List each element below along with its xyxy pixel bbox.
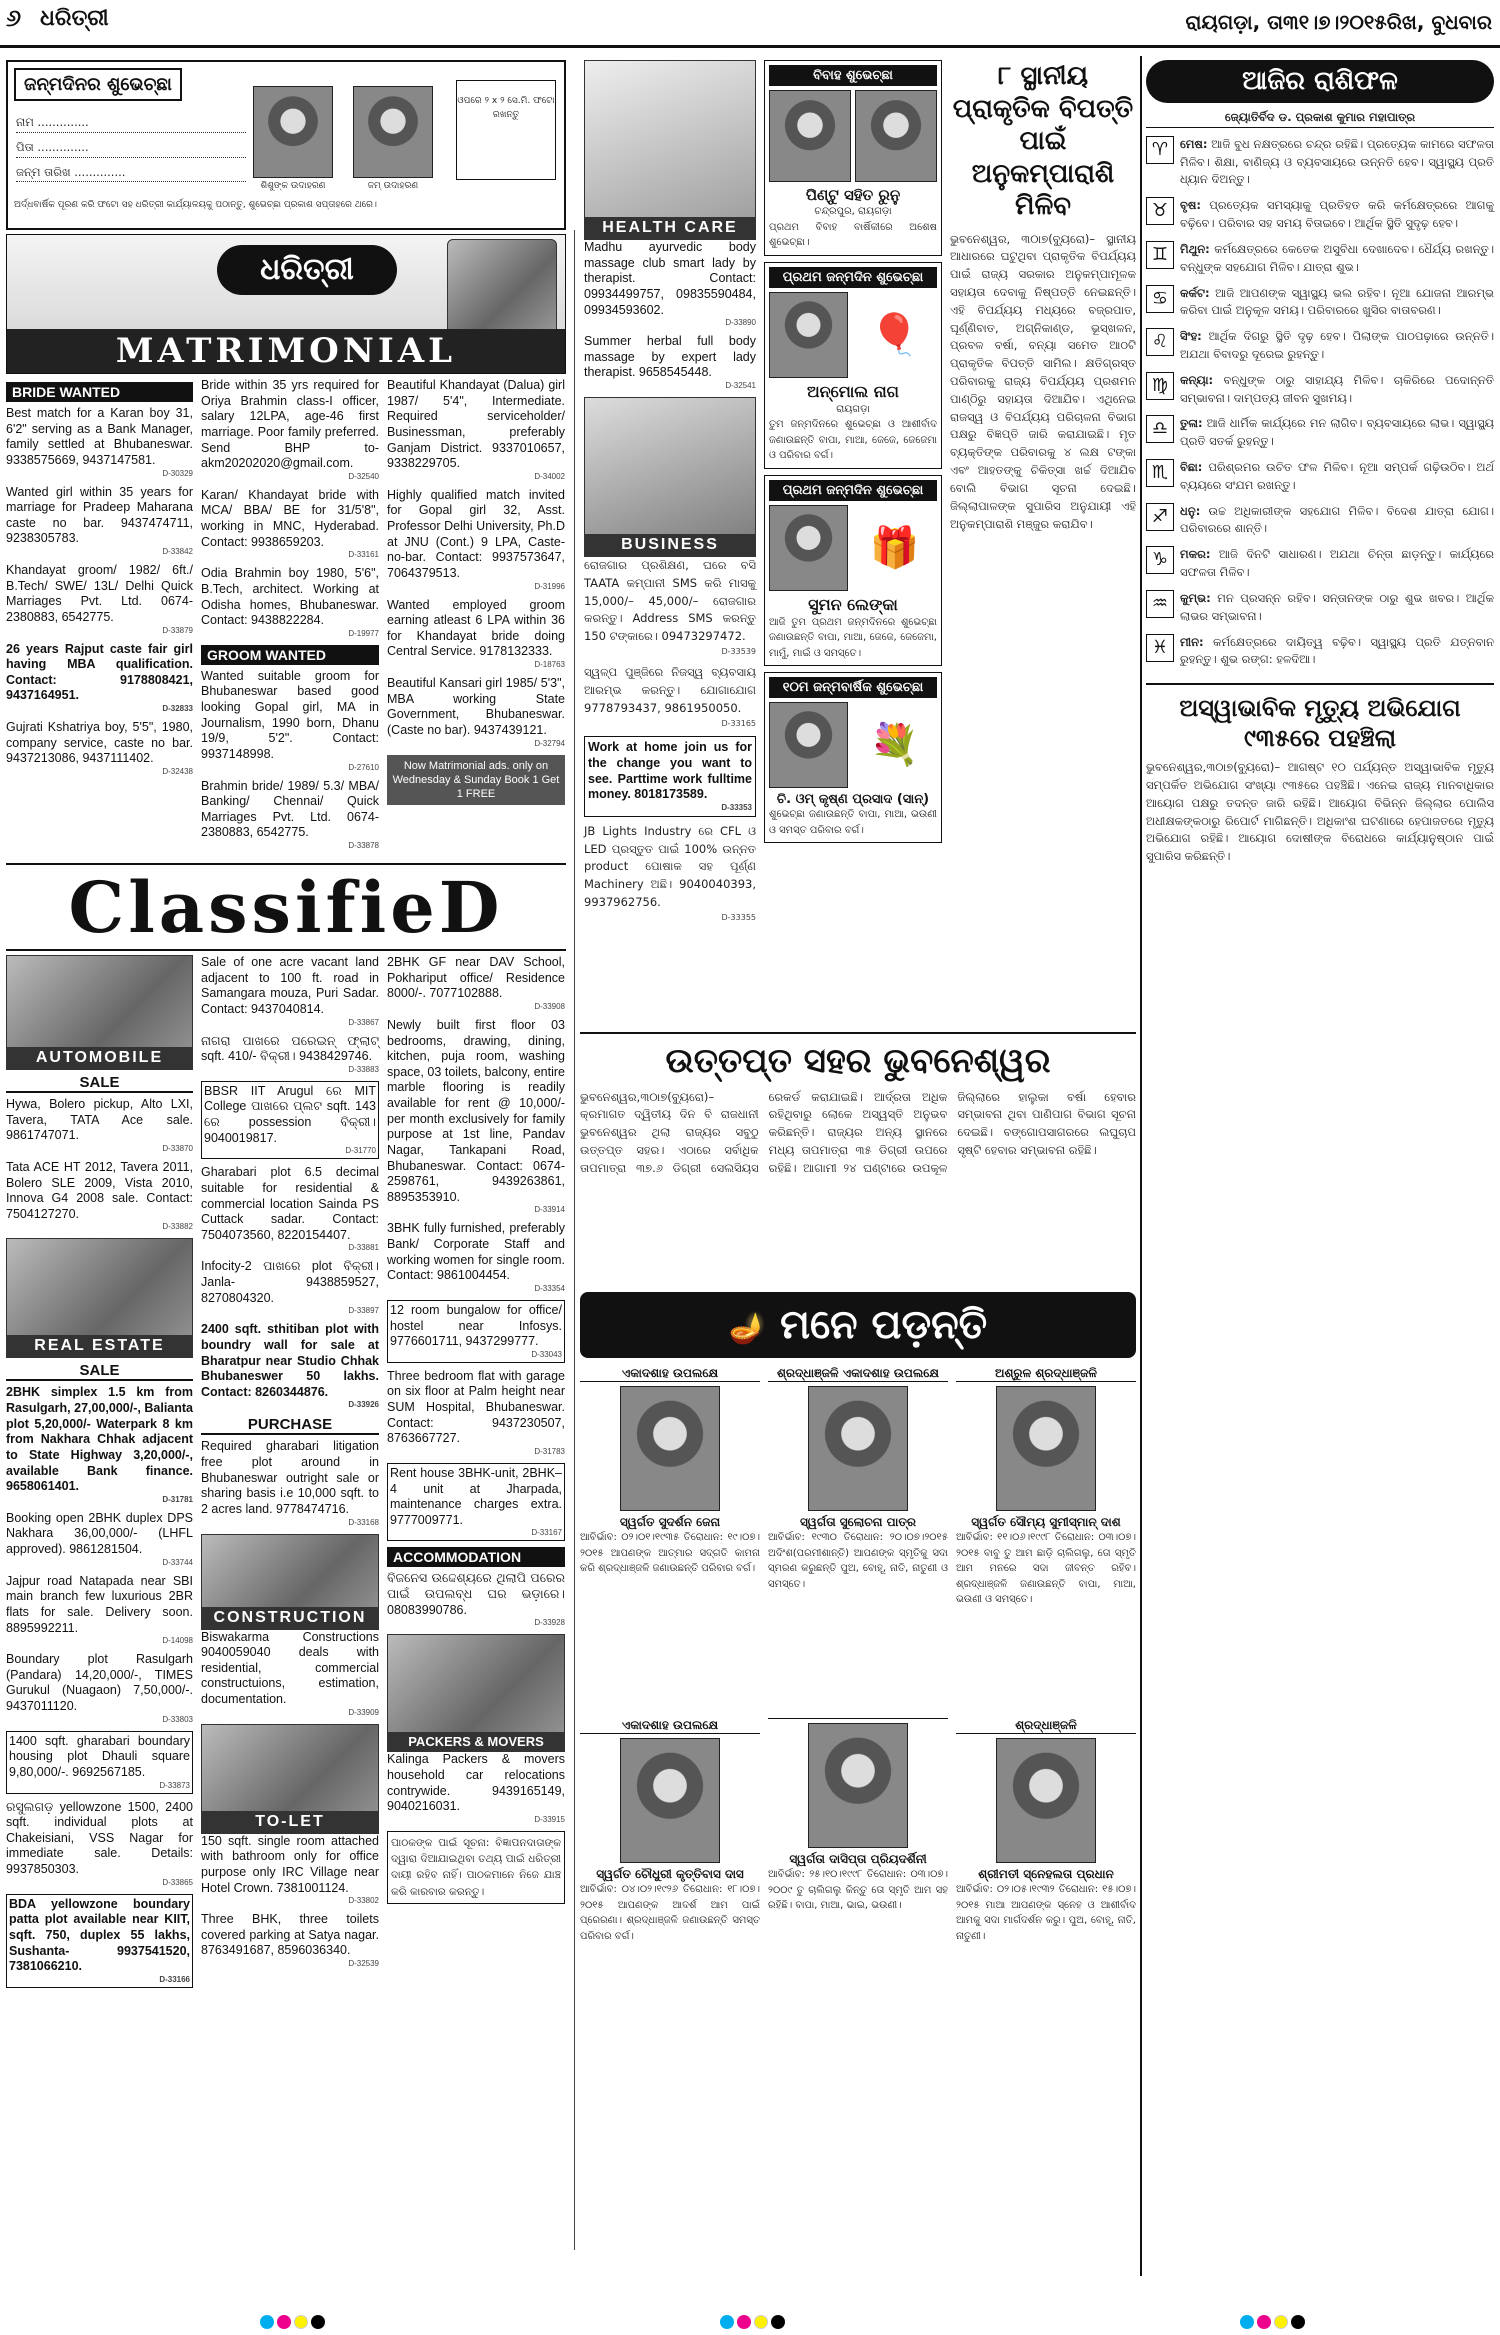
ad-c2-7: Required gharabari litigation free plot around in Bhubaneswar outright sale or sharing basis i.e 10,000 sqft. to 2 acres land. 9778474716. D-33168 <box>201 1439 379 1527</box>
birthday-3-title: ୧୦ମ ଜନ୍ମବାର୍ଷିକ ଶୁଭେଚ୍ଛା <box>769 677 937 698</box>
photo-slot: ଓପରେ ୨ x ୨ ସେ.ମି. ଫଟୋ ରଖନ୍ତୁ <box>456 80 556 180</box>
sale-heading-2: SALE <box>6 1362 193 1381</box>
construction-image <box>201 1534 379 1630</box>
ad-auto-2: Tata ACE HT 2012, Tavera 2011, Bolero SLE 2009, Vista 2010, Innova G4 2008 sale. Contact: 7504127270. D-33882 <box>6 1159 193 1232</box>
ad-c2-6: 2400 sqft. sthitiban plot with boundry wall for sale at Bharatpur near Studio Chhak Bhubaneswer 50 lakhs. Contact: 8260344876. D-33926 <box>201 1322 379 1410</box>
obit-4-photo <box>620 1738 720 1863</box>
sign-scorpio: ♏ ବିଛା: ପରିଶ୍ରମର ଉଚିତ ଫଳ ମିଳିବ। ନୂଆ ସମ୍ପର୍କ ଗଢ଼ିଉଠିବ। ଅର୍ଥ ବ୍ୟୟରେ ସଂଯମ ରଖନ୍ତୁ। <box>1146 459 1494 495</box>
birthday-3-photo-row <box>769 702 937 788</box>
birthday-2-msg: ଆଜି ତୁମ ପ୍ରଥମ ଜନ୍ମଦିନରେ ଶୁଭେଚ୍ଛା ଜଣାଉଛନ୍ତି ବାପା, ମାଆ, ଜେଜେ, ଜେଜେମା, ମାମୁଁ, ମାଇଁ ଓ ସମସ୍ତେ। <box>769 616 937 659</box>
col-1 <box>6 60 566 1994</box>
capricorn-icon: ♑ <box>1146 546 1174 574</box>
news-1-body: ଭୁବନେଶ୍ୱର, ୩୦ା୭(ବ୍ୟୁରୋ)– ସ୍ଥାନୀୟ ଆଧାରରେ ଘଟୁଥିବା ପ୍ରାକୃତିକ ବିପର୍ଯ୍ୟୟ ପାଇଁ ରାଜ୍ୟ ସରକାର ଅନୁକମ୍ପାମୂଳକ ସହାୟତା ଦେବାକୁ ନିଷ୍ପତ୍ତି ନେଇଛନ୍ତି। ଏହି ବିପର୍ଯ୍ୟୟ ମଧ୍ୟରେ ବଜ୍ରପାତ, ଘୂର୍ଣ୍ଣିବାତ, ଅଗ୍ନିକାଣ୍ଡ, ଭୂସ୍ଖଳନ, ପ୍ରବଳ ବର୍ଷା, ବନ୍ୟା ସମେତ ଆଠଟି ପ୍ରାକୃତିକ ବିପତ୍ତି ସାମିଲ। କ୍ଷତିଗ୍ରସ୍ତ ପରିବାରକୁ ରାଜ୍ୟ ବିପର୍ଯ୍ୟୟ ପ୍ରଶମନ ପାଣ୍ଠିରୁ ସହାୟତା ଦିଆଯିବ। ଏଥିନେଇ ରାଜସ୍ୱ ଓ ବିପର୍ଯ୍ୟୟ ପରିଚାଳନା ବିଭାଗ ପକ୍ଷରୁ ବିଜ୍ଞପ୍ତି ଜାରି କରାଯାଇଛି। ମୃତ ବ୍ୟକ୍ତିଙ୍କ ପରିବାରକୁ ୪ ଲକ୍ଷ ଟଙ୍କା ଏବଂ ଆହତଙ୍କୁ ଚିକିତ୍ସା ଖର୍ଚ୍ଚ ଦିଆଯିବ ବୋଲି ବିଭାଗ ସୂଚନା ଦେଇଛି। ଜିଲ୍ଲାପାଳଙ୍କ ସୁପାରିସ ଅନୁଯାୟୀ ଏହି ଅନୁକମ୍ପାରାଶି ମଞ୍ଜୁର କରାଯିବ। <box>950 231 1136 531</box>
sign-sagittarius: ♐ ଧନୁ: ଉଚ୍ଚ ଅଧିକାରୀଙ୍କ ସହଯୋଗ ମିଳିବ। ବିଦେଶ ଯାତ୍ରା ଯୋଗ। ପରିବାରରେ ଶାନ୍ତି। <box>1146 503 1494 539</box>
ad-health-1: Madhu ayurvedic body massage club smart lady by therapist. Contact: 09934499757, 09835590484, 09934593602. D-33890 <box>584 240 756 328</box>
sagittarius-icon: ♐ <box>1146 503 1174 531</box>
birthday-1-name: ଅନ୍‌ମୋଲ ନାଗ <box>807 381 899 401</box>
automobile-image <box>6 955 193 1070</box>
birthday-fields <box>16 114 246 182</box>
birthday-form <box>6 60 566 230</box>
obit-4-name: ସ୍ୱର୍ଗତ ଚୌଧୁରୀ କୃତ୍ତିବାସ ଦାସ <box>596 1867 744 1881</box>
automobile-label: AUTOMOBILE <box>7 1047 192 1069</box>
birthday-1-place: ରାୟଗଡ଼ା <box>836 403 870 415</box>
ad-re-2: Booking open 2BHK duplex DPS Nakhara 36,00,000/- (LHFL approved). 9861281504. D-33744 <box>6 1510 193 1567</box>
ad-health-2: Summer herbal full body massage by expert lady therapist. 9658545448. D-32541 <box>584 334 756 390</box>
ad-m2-1: Bride within 35 yrs required for Oriya Brahmin class-I officer, salary 12LPA, age-46 first marriage. Poor family preferred. Send BHP to- akm20202020@gmail.com. D-32540 <box>201 378 379 481</box>
sample-photo-1 <box>253 86 333 178</box>
flowers-icon: 💐 <box>869 722 920 768</box>
obit-6-text: ଆବିର୍ଭାବ: ୦୨।୦୫।୧୯୩୨ ତିରୋଧାନ: ୧୫।୦୭।୨୦୧୫ ମାଆ ଆପଣଙ୍କ ସ୍ନେହ ଓ ଆଶୀର୍ବାଦ ଆମକୁ ସଦା ମାର୍ଗଦର୍ଶନ କରୁ। ପୁଅ, ବୋହୂ, ନାତି, ନାତୁଣୀ। <box>956 1884 1136 1942</box>
col-health-business <box>584 60 756 930</box>
ad-m1-4: 26 years Rajput caste fair girl having MBA qualification. Contact: 9178808421, 9437164951. D-32833 <box>6 641 193 713</box>
magenta-dot <box>1257 2315 1271 2329</box>
ad-c3-8: Kalinga Packers & movers household car relocations contrywide. 9439165149, 9040216031. D-33915 <box>387 1752 565 1824</box>
ad-m2-2: Karan/ Khandayat bride with MCA/ BBA/ BE for 31/5'8", working in MNC, Hyderabad. Contact: 9938659203. D-33161 <box>201 487 379 560</box>
groom-photo <box>769 90 851 182</box>
yellow-dot <box>294 2315 308 2329</box>
obit-4-text: ଆବିର୍ଭାବ: ୦୪।୦୨।୧୯୨୬ ତିରୋଧାନ: ୧୮।୦୭।୨୦୧୫ ଆପଣଙ୍କ ଆଦର୍ଶ ଆମ ପାଇଁ ପ୍ରେରଣା। ଶ୍ରଦ୍ଧାଞ୍ଜଳି ଜଣାଉଛନ୍ତି ସମସ୍ତ ପରିବାର ବର୍ଗ। <box>580 1884 760 1942</box>
matrimonial-col-2 <box>201 378 379 857</box>
sample-photo-1-label: ଶିଶୁଙ୍କ ଉଦାହରଣ <box>260 181 326 191</box>
matrimonial-title: MATRIMONIAL <box>7 329 565 373</box>
birthday-3-name: ଚି. ଓମ୍ କୃଷ୍ଣ ପ୍ରସାଦ (ସାନ୍) <box>776 792 930 807</box>
matrimonial-banner <box>6 234 566 374</box>
ad-m1-2: Wanted girl within 35 years for marriage for Pradeep Maharana caste no bar. 9437474711, 9238305783. D-33842 <box>6 484 193 556</box>
black-dot <box>1291 2315 1305 2329</box>
ad-re-5: 1400 sqft. gharabari boundary housing plot Dhauli square 9,80,000/-. 9692567185. D-33873 <box>6 1731 193 1794</box>
ad-c3-3: 3BHK fully furnished, preferably Bank/ Corporate Staff and working women for single room. Contact: 9861004454. D-33354 <box>387 1221 565 1293</box>
ad-c3-4: 12 room bungalow for office/ hostel near Infosys. 9776601711, 9437299777. D-33043 <box>387 1300 565 1363</box>
sign-cancer: ♋ କର୍କଟ: ଆଜି ଆପଣଙ୍କ ସ୍ୱାସ୍ଥ୍ୟ ଭଲ ରହିବ। ନୂଆ ଯୋଜନା ଆରମ୍ଭ କରିବା ପାଇଁ ଅନୁକୂଳ ସମୟ। ପରିବାରରେ ଖୁସିର ବାତାବରଣ। <box>1146 285 1494 321</box>
marriage-msg: ପ୍ରଥମ ବିବାହ ବାର୍ଷିକୀରେ ଅଶେଷ ଶୁଭେଚ୍ଛା। <box>769 221 937 248</box>
to-let-image <box>201 1724 379 1834</box>
marriage-photos <box>769 90 937 182</box>
ad-m3-4: Beautiful Kansari girl 1985/ 5'3", MBA working State Government, Bhubaneswar. (Caste no bar). 9437439121. D-32794 <box>387 676 565 748</box>
black-dot <box>771 2315 785 2329</box>
news-2-headline: ଉତ୍ତପ୍ତ ସହର ଭୁବନେଶ୍ୱର <box>580 1032 1136 1083</box>
obit-5-name: ସ୍ୱର୍ଗତା ଦାସିପ୍ତା ପ୍ରିୟଦର୍ଶିନୀ <box>789 1852 927 1866</box>
obit-5-photo <box>808 1723 908 1848</box>
cyan-dot <box>260 2315 274 2329</box>
birthday-1-msg: ତୁମ ଜନ୍ମଦିନରେ ଶୁଭେଚ୍ଛା ଓ ଆଶୀର୍ବାଦ ଜଣାଉଛନ୍ତି ବାପା, ମାଆ, ଜେଜେ, ଜେଜେମା ଓ ପରିବାର ବର୍ଗ। <box>769 419 937 461</box>
column-rule <box>1140 56 1142 2276</box>
ad-m1-3: Khandayat groom/ 1982/ 6ft./ B.Tech/ SWE/ 13L/ Delhi Quick Marriages Pvt. Ltd. 0674-2380883, 6542775. D-33879 <box>6 563 193 635</box>
ad-re-4: Boundary plot Rasulgarh (Pandara) 14,20,000/-, TIMES Gurukul (Nuagaon) 7,50,000/-. 9437011120. D-33803 <box>6 1652 193 1724</box>
sign-aries: ♈ ମେଷ: ଆଜି ବୁଧ ନକ୍ଷତ୍ରରେ ଚନ୍ଦ୍ର ରହିଛି। ପ୍ରତ୍ୟେକ କାମରେ ସଫଳତା ମିଳିବ। ଶିକ୍ଷା, ବାଣିଜ୍ୟ ଓ ବ୍ୟବସାୟରେ ଉନ୍ନତି ହେବ। ସ୍ୱାସ୍ଥ୍ୟ ପ୍ରତି ଧ୍ୟାନ ଦିଅନ୍ତୁ। <box>1146 136 1494 189</box>
marriage-place: ଚନ୍ଦ୍ରପୁର, ରାୟଗଡ଼ା <box>814 206 892 217</box>
business-image <box>584 397 756 557</box>
pisces-icon: ♓ <box>1146 634 1174 662</box>
obit-card-1 <box>580 1366 760 1710</box>
bride-photo-2 <box>855 90 937 182</box>
ad-biz-3: Work at home join us for the change you want to see. Parttime work fulltime money. 8018173589. D-33353 <box>584 736 756 817</box>
obit-3-text: ଆବିର୍ଭାବ: ୧୧।୦୬।୧୯୯୮ ତିରୋଧାନ: ୦୩।୦୭।୨୦୧୫ ବାବୁ ତୁ ଆମ ଛାଡ଼ି ଚାଲିଗଲୁ, ତୋ ସ୍ମୃତି ଆମ ମନରେ ସଦା ଜୀବନ୍ତ ରହିବ। ଶ୍ରଦ୍ଧାଞ୍ଜଳି ଜଣାଉଛନ୍ତି ବାପା, ମାଆ, ଭଉଣୀ ଓ ସମସ୍ତେ। <box>956 1532 1136 1605</box>
field-name: ନାମ .............. <box>16 114 246 133</box>
obit-1-heading: ଏକାଦଶାହ ଉପଲକ୍ଷେ <box>580 1366 760 1382</box>
birthday-form-note: ଅର୍ଦ୍ଧବାର୍ଷିକ ପୂରଣ କରି ଫଟୋ ସହ ଧରିତ୍ରୀ କାର୍ଯ୍ୟାଳୟକୁ ପଠାନ୍ତୁ, ଶୁଭେଚ୍ଛା ପ୍ରକାଶ ସପ୍ତାହରେ ଥରେ। <box>14 200 377 210</box>
accommodation-heading: ACCOMMODATION <box>387 1547 565 1567</box>
sale-heading: SALE <box>6 1074 193 1093</box>
business-label: BUSINESS <box>585 534 755 556</box>
bride-photo <box>447 239 557 335</box>
ad-c3-5: Three bedroom flat with garage on six floor at Palm height near SUM Hospital, Bhubaneswar. Contact: 9437230507, 8763667727. D-31783 <box>387 1368 565 1456</box>
classified-ads <box>6 955 566 1994</box>
obit-3-name: ସ୍ୱର୍ଗତ ସୌମ୍ୟ ସୁମୀସ୍ମାନ୍ ଦାଶ <box>971 1515 1121 1529</box>
ad-c3-1: 2BHK GF near DAV School, Pokhariput office/ Residence 8000/-. 7077102888. D-33908 <box>387 955 565 1011</box>
obituary-grid <box>580 1366 1136 2062</box>
ad-biz-1: ରୋଜଗାର ପ୍ରଶିକ୍ଷଣ, ଘରେ ବସି TAATA କମ୍ପାନୀ SMS କରି ମାସକୁ 15,000/– 45,000/– ରୋଜଗାର କରନ୍ତୁ। Address SMS କରନ୍ତୁ 150 ଟଙ୍କାରେ। 09473297472. D-33539 <box>584 558 756 657</box>
news-1-headline: ୮ ସ୍ଥାନୀୟ ପ୍ରାକୃତିକ ବିପତ୍ତି ପାଇଁ ଅନୁକମ୍ପାରାଶି ମିଳିବ <box>952 61 1134 221</box>
matrimonial-col-1 <box>6 378 193 857</box>
sign-virgo: ♍ କନ୍ୟା: ବନ୍ଧୁଙ୍କ ଠାରୁ ସାହାଯ୍ୟ ମିଳିବ। ଚାକିରିରେ ପଦୋନ୍ନତି ସମ୍ଭାବନା। ଦାମ୍ପତ୍ୟ ଜୀବନ ସୁଖମୟ। <box>1146 372 1494 408</box>
yellow-dot <box>754 2315 768 2329</box>
sign-taurus: ♉ ବୃଷ: ପ୍ରତ୍ୟେକ ସମସ୍ୟାକୁ ପ୍ରତିହତ କରି କର୍ମକ୍ଷେତ୍ରରେ ଆଗକୁ ବଢ଼ିବେ। ପରିବାର ସହ ସମୟ ବିତାଇବେ। ଆର୍ଥିକ ସ୍ଥିତି ସୁଦୃଢ଼ ହେବ। <box>1146 197 1494 233</box>
cancer-icon: ♋ <box>1146 285 1174 313</box>
col-news <box>950 60 1136 971</box>
obit-3-heading: ଅଶ୍ରୁଳ ଶ୍ରଦ୍ଧାଞ୍ଜଳି <box>956 1366 1136 1382</box>
classified-col-1 <box>6 955 193 1994</box>
obit-3-photo <box>996 1386 1096 1511</box>
gift-icon: 🎁 <box>869 524 920 571</box>
obit-card-3 <box>956 1366 1136 1710</box>
birthday-form-title: ଜନ୍ମଦିନର ଶୁଭେଚ୍ଛା <box>14 68 182 101</box>
obit-4-heading: ଏକାଦଶାହ ଉପଲକ୍ଷେ <box>580 1718 760 1734</box>
birthday-1-photo-row <box>769 292 937 378</box>
registration-marks-right <box>1240 2315 1305 2329</box>
ad-re-3: Jajpur road Natapada near SBI main branch few luxurious 2BR flats for sale. Delivery soon. 8895992211. D-14098 <box>6 1573 193 1646</box>
packers-label: PACKERS & MOVERS <box>388 1732 564 1751</box>
sign-capricorn: ♑ ମକର: ଆଜି ଦିନଟି ସାଧାରଣ। ଅଯଥା ଚିନ୍ତା ଛାଡ଼ନ୍ତୁ। କାର୍ଯ୍ୟରେ ସଫଳତା ମିଳିବ। <box>1146 546 1494 582</box>
masthead: ଧରିତ୍ରୀ <box>40 6 109 31</box>
obit-2-photo <box>808 1386 908 1511</box>
real-estate-label: REAL ESTATE <box>7 1335 192 1357</box>
news-2-body: ଭୁବନେଶ୍ୱର,୩୦ା୭(ବ୍ୟୁରୋ)– କ୍ରମାଗତ ଦ୍ୱିତୀୟ ଦିନ ବି ରାଜଧାନୀ ଭୁବନେଶ୍ୱର ଥିଲା ରାଜ୍ୟର ସବୁଠୁ ଉତ୍ତପ୍ତ ସହର। ଏଠାରେ ସର୍ବାଧିକ ତାପମାତ୍ରା ୩୭.୬ ଡିଗ୍ରୀ ସେଲସିୟସ ରେକର୍ଡ କରାଯାଇଛି। ଆର୍ଦ୍ରତା ଅଧିକ ରହିଥିବାରୁ ଲୋକେ ଅସ୍ୱସ୍ତି ଅନୁଭବ କରିଛନ୍ତି। ରାଜ୍ୟର ଅନ୍ୟ ସ୍ଥାନରେ ମଧ୍ୟ ତାପମାତ୍ରା ୩୫ ଡିଗ୍ରୀ ଉପରେ ରହିଛି। ଆଗାମୀ ୨୪ ଘଣ୍ଟାରେ ଉପକୂଳ ଜିଲ୍ଲାରେ ହାଲୁକା ବର୍ଷା ହେବାର ସମ୍ଭାବନା ଥିବା ପାଣିପାଗ ବିଭାଗ ସୂଚନା ଦେଇଛି। ବଙ୍ଗୋପସାଗରରେ ଲଘୁଚାପ ସୃଷ୍ଟି ହେବାର ସମ୍ଭାବନା ରହିଛି। <box>580 1089 1136 1175</box>
horoscope-byline: ଜ୍ୟୋତିର୍ବିଦ ଡ. ପ୍ରକାଶ କୁମାର ମହାପାତ୍ର <box>1146 109 1494 128</box>
ad-m2-5: Brahmin bride/ 1989/ 5.3/ MBA/ Banking/ Chennai/ Quick Marriages Pvt. Ltd. 0674-2380883, 6542775. D-33878 <box>201 778 379 850</box>
black-dot <box>311 2315 325 2329</box>
ad-re-6: ରସୁଲଗଡ଼ yellowzone 1500, 2400 sqft. individual plots at Chakeisiani, VSS Nagar for immediate sale. Details: 9937850303. D-33865 <box>6 1799 193 1887</box>
taurus-icon: ♉ <box>1146 197 1174 225</box>
magenta-dot <box>277 2315 291 2329</box>
matrimonial-col-3 <box>387 378 565 857</box>
birthday-wish-3 <box>764 672 942 843</box>
sign-aquarius: ♒ କୁମ୍ଭ: ମନ ପ୍ରସନ୍ନ ରହିବ। ସନ୍ତାନଙ୍କ ଠାରୁ ଶୁଭ ଖବର। ଆର୍ଥିକ ଲାଭର ସମ୍ଭାବନା। <box>1146 590 1494 626</box>
birthday-2-photo <box>769 505 848 591</box>
obit-5-heading <box>768 1718 948 1719</box>
obit-1-name: ସ୍ୱର୍ଗତ ସୁଦର୍ଶନ ଜେନା <box>619 1515 721 1529</box>
cyan-dot <box>720 2315 734 2329</box>
magenta-dot <box>737 2315 751 2329</box>
field-father: ପିତା .............. <box>16 139 246 158</box>
ad-m2-4: Wanted suitable groom for Bhubaneswar based good looking Gopal girl, MA in Journalism, 1990 born, Dhanu 19/9, 5'2". Contact: 9937148998. D-27610 <box>201 668 379 772</box>
packers-image <box>387 1634 565 1752</box>
purchase-heading: PURCHASE <box>201 1416 379 1435</box>
matrimonial-offer: Now Matrimonial ads. only on Wednesday & Sunday Book 1 Get 1 FREE <box>387 755 565 806</box>
ad-c3-6: Rent house 3BHK-unit, 2BHK– 4 unit at Jharpada, maintenance charges extra. 9777009771. D-33167 <box>387 1463 565 1542</box>
ad-biz-4: JB Lights Industry ରେ CFL ଓ LED ପ୍ରସ୍ତୁତ ପାଇଁ 100% ଉନ୍ନତ product ପୋଷାକ ସହ ପୂର୍ଣ୍ଣ Machinery ଅଛି। 9040040393, 9937962756. D-33355 <box>584 823 756 922</box>
birthday-3-msg: ଶୁଭେଚ୍ଛା ଜଣାଉଛନ୍ତି ବାପା, ମାଆ, ଭଉଣୀ ଓ ସମସ୍ତ ପରିବାର ବର୍ଗ। <box>769 809 937 836</box>
column-rule <box>574 230 575 2250</box>
lamp-icon: 🪔 <box>728 1311 767 1346</box>
field-dob: ଜନ୍ମ ତାରିଖ .............. <box>16 164 246 183</box>
obit-2-text: ଆବିର୍ଭାବ: ୧୯୩୦ ତିରୋଧାନ: ୨୦।୦୭।୨୦୧୫ ଅଦିଂଶ(ପରମୀଶାନ୍ତି) ଆପଣଙ୍କ ସ୍ମୃତିକୁ ସଦା ସ୍ମରଣ କରୁଛନ୍ତି ପୁଅ, ବୋହୂ, ନାତି, ନାତୁଣୀ ଓ ସମସ୍ତେ। <box>768 1532 948 1590</box>
obit-1-text: ଆବିର୍ଭାବ: ୦୨।୦୧।୧୯୩୫ ତିରୋଧାନ: ୧୯।୦୭।୨୦୧୫ ଆପଣଙ୍କ ଆତ୍ମାର ସଦ୍‌ଗତି କାମନା କରି ଶ୍ରଦ୍ଧାଞ୍ଜଳି ଜଣାଉଛନ୍ତି ପରିବାର ବର୍ଗ। <box>580 1532 760 1574</box>
obit-card-2 <box>768 1366 948 1710</box>
cyan-dot <box>1240 2315 1254 2329</box>
groom-wanted-heading: GROOM WANTED <box>201 645 379 665</box>
ad-c2-3: BBSR IIT Arugul ରେ MIT College ପାଖରେ ପ୍ଲଟ sqft. 143 ରେ possession ବିକ୍ରୀ। 9040019817. D-31770 <box>201 1081 379 1160</box>
registration-marks-left <box>260 2315 325 2329</box>
scorpio-icon: ♏ <box>1146 459 1174 487</box>
news-3 <box>1146 683 1494 866</box>
construction-label: CONSTRUCTION <box>202 1607 378 1629</box>
libra-icon: ♎ <box>1146 415 1174 443</box>
obit-6-heading: ଶ୍ରଦ୍ଧାଞ୍ଜଳି <box>956 1718 1136 1734</box>
sample-photo-2 <box>353 86 433 178</box>
obituary-title: 🪔 ମନେ ପଡ଼ନ୍ତି <box>580 1292 1136 1358</box>
news-3-body: ଭୁବନେଶ୍ୱର,୩୦ା୭(ବ୍ୟୁରୋ)– ଆଗଷ୍ଟ ୧୦ ପର୍ଯ୍ୟନ୍ତ ଅସ୍ୱାଭାବିକ ମୃତ୍ୟୁ ସମ୍ପର୍କିତ ଅଭିଯୋଗ ସଂଖ୍ୟା ୯୩୫ରେ ପହଞ୍ଚିଛି। ଏନେଇ ରାଜ୍ୟ ମାନବାଧିକାର ଆୟୋଗ ପକ୍ଷରୁ ତଦନ୍ତ ଜାରି ରହିଛି। ଆୟୋଗ ବିଭିନ୍ନ ଜିଲ୍ଲାର ପୋଲିସ ଅଧୀକ୍ଷକଙ୍କଠାରୁ ରିପୋର୍ଟ ମାଗିଛନ୍ତି। ଅଧିକାଂଶ ଘଟଣାରେ ହେପାଜତରେ ମୃତ୍ୟୁ ଅଭିଯୋଗ ରହିଛି। ଆୟୋଗ ଦୋଷୀଙ୍କ ବିରୋଧରେ କାର୍ଯ୍ୟାନୁଷ୍ଠାନ ପାଇଁ ସୁପାରିସ କରିଛନ୍ତି। <box>1146 760 1494 864</box>
virgo-icon: ♍ <box>1146 372 1174 400</box>
to-let-label: TO-LET <box>202 1811 378 1833</box>
aries-icon: ♈ <box>1146 136 1174 164</box>
real-estate-image <box>6 1238 193 1358</box>
brand-logo: ଧରିତ୍ରୀ <box>217 245 397 295</box>
obit-card-6 <box>956 1718 1136 2062</box>
page-header <box>0 0 1500 48</box>
marriage-couple: ପିଣ୍ଟୁ ସହିତ ରୁନୁ <box>805 186 901 204</box>
ad-m3-3: Wanted employed groom earning atleast 6 LPA within 36 for Khandayat bride doing Central Service. 9178132333. D-18763 <box>387 597 565 669</box>
birthday-2-name: ସୁମନ ଲେଙ୍କା <box>808 594 898 614</box>
obit-6-name: ଶ୍ରୀମତୀ ସ୍ନେହଲତା ପ୍ରଧାନ <box>978 1867 1114 1881</box>
sign-libra: ♎ ତୁଳା: ଆଜି ଧାର୍ମିକ କାର୍ଯ୍ୟରେ ମନ ଲାଗିବ। ବ୍ୟବସାୟରେ ଲାଭ। ସ୍ୱାସ୍ଥ୍ୟ ପ୍ରତି ସତର୍କ ରୁହନ୍ତୁ। <box>1146 415 1494 451</box>
obit-card-5 <box>768 1718 948 2062</box>
health-care-label: HEALTH CARE <box>585 217 755 239</box>
ad-m1-1: Best match for a Karan boy 31, 6'2" serving as a Bank Manager, family settled at Bhubaneswar. 9338575669, 9437147581. D-30329 <box>6 406 193 478</box>
ad-c2-10: Three BHK, three toilets covered parking at Satya nagar. 8763491687, 8596036340. D-32539 <box>201 1912 379 1968</box>
ad-c2-9: 150 sqft. single room attached with bathroom only for office purpose only IRC Village near Hotel Crown. 7381001124. D-33802 <box>201 1833 379 1906</box>
classified-col-2 <box>201 955 379 1994</box>
sign-gemini: ♊ ମିଥୁନ: କର୍ମକ୍ଷେତ୍ରରେ କେତେକ ଅସୁବିଧା ଦେଖାଦେବ। ଧୈର୍ଯ୍ୟ ରଖନ୍ତୁ। ବନ୍ଧୁଙ୍କ ସହଯୋଗ ମିଳିବ। ଯାତ୍ରା ଶୁଭ। <box>1146 241 1494 277</box>
obit-card-4 <box>580 1718 760 2062</box>
birthday-3-photo <box>769 702 848 788</box>
horoscope-title: ଆଜିର ରାଶିଫଳ <box>1146 60 1494 103</box>
obit-2-heading: ଶ୍ରଦ୍ଧାଞ୍ଜଳି ଏକାଦଶାହ ଉପଲକ୍ଷେ <box>768 1366 948 1382</box>
ad-re-1: 2BHK simplex 1.5 km from Rasulgarh, 27,00,000/-, Balianta plot 5,20,000/- Waterpark 8 km from Nakhara Chhak adjacent to State Highway 3,20,000/-, available Bank finance. 9658061401. D-31781 <box>6 1385 193 1504</box>
col-wishes <box>764 60 942 849</box>
balloons-icon: 🎈 <box>869 311 920 358</box>
ad-c2-2: ନାଗରା ପାଖରେ ପରେଇନ୍ ଫ୍ଲାଟ୍ sqft. 410/- ବିକ୍ରୀ। 9438429746. D-33883 <box>201 1033 379 1074</box>
sign-pisces: ♓ ମୀନ: କର୍ମକ୍ଷେତ୍ରରେ ଦାୟିତ୍ୱ ବଢ଼ିବ। ସ୍ୱାସ୍ଥ୍ୟ ପ୍ରତି ଯତ୍ନବାନ ରୁହନ୍ତୁ। ଶୁଭ ରଙ୍ଗ: ହଳଦିଆ। <box>1146 634 1494 670</box>
birthday-wish-1 <box>764 262 942 469</box>
birthday-1-photo <box>769 292 848 378</box>
sample-photo-2-label: ଜମ୍ ଉଦାହରଣ <box>367 181 419 191</box>
ad-c2-4: Gharabari plot 6.5 decimal suitable for residential & commercial location Sainda PS Cuttack sadar. Contact: 7504073560, 8220154407. D-33881 <box>201 1165 379 1253</box>
yellow-dot <box>1274 2315 1288 2329</box>
birthday-2-title: ପ୍ରଥମ ଜନ୍ମଦିନ ଶୁଭେଚ୍ଛା <box>769 480 937 501</box>
reader-notice: ପାଠକଙ୍କ ପାଇଁ ସୂଚନା: ବିଜ୍ଞାପନଦାତାଙ୍କ ଦ୍ୱାରା ଦିଆଯାଇଥିବା ତଥ୍ୟ ପାଇଁ ଧରିତ୍ରୀ ଦାୟୀ ରହିବ ନାହିଁ। ପାଠକମାନେ ନିଜେ ଯାଞ୍ଚ କରି କାରବାର କରନ୍ତୁ। <box>387 1831 565 1904</box>
ad-m3-1: Beautiful Khandayat (Dalua) girl 1987/ 5'4", Intermediate. Required serviceholder/ Businessman, preferably Ganjam District. 9337010657, 9338229705. D-34002 <box>387 378 565 481</box>
ad-c2-8: Biswakarma Constructions 9040059040 deals with residential, commercial constructuions, estimation, documentation. D-33909 <box>201 1629 379 1717</box>
ad-c2-1: Sale of one acre vacant land adjacent to 100 ft. road in Samangara mouza, Puri Sadar. Contact: 9437040814. D-33867 <box>201 955 379 1027</box>
marriage-wish-title: ବିବାହ ଶୁଭେଚ୍ଛା <box>769 65 937 86</box>
ad-re-7: BDA yellowzone boundary patta plot available near KIIT, sqft. 750, duplex 55 lakhs, Sushanta- 9937541520, 7381066210. D-33166 <box>6 1894 193 1988</box>
sign-leo: ♌ ସିଂହ: ଆର୍ଥିକ ଦିଗରୁ ସ୍ଥିତି ଦୃଢ଼ ହେବ। ପିଲାଙ୍କ ପାଠପଢ଼ାରେ ଉନ୍ନତି। ଅଯଥା ବିବାଦରୁ ଦୂରେଇ ରୁହନ୍ତୁ। <box>1146 328 1494 364</box>
dateline: ରାୟଗଡ଼ା, ତା୩୧।୭।୨୦୧୫ରିଖ, ବୁଧବାର <box>1185 10 1492 34</box>
news-2 <box>580 1032 1136 1279</box>
ad-m1-5: Gujrati Kshatriya boy, 5'5", 1980, company service, caste no bar. 9437213086, 9437111402. D-32438 <box>6 720 193 776</box>
ad-c3-2: Newly built first floor 03 bedrooms, drawing, dining, kitchen, puja room, washing space, 03 toilets, balcony, entire marble flooring is readily available for rent @ 10,000/- per month exclusively for family purpose at 1st line, Pandav Nagar, Tankapani Road, Bhubaneswar. Contact: 0674-2598761, 9439263861, 8895353910. D-33914 <box>387 1017 565 1215</box>
leo-icon: ♌ <box>1146 328 1174 356</box>
gemini-icon: ♊ <box>1146 241 1174 269</box>
ad-m2-3: Odia Brahmin boy 1980, 5'6", B.Tech, architect. Working at Odisha homes, Bhubaneswar. Contact: 9438822284. D-19977 <box>201 566 379 638</box>
obit-1-photo <box>620 1386 720 1511</box>
birthday-1-title: ପ୍ରଥମ ଜନ୍ମଦିନ ଶୁଭେଚ୍ଛା <box>769 267 937 288</box>
ad-c3-7: ବିଜନେସ ଉଦ୍ଦେଶ୍ୟରେ ଥିଲାପି ପରେର ପାଇଁ ଉପଲବ୍ଧ ଘର ଭଡ଼ାରେ। 08083990786. D-33928 <box>387 1571 565 1628</box>
birthday-2-photo-row <box>769 505 937 591</box>
obituary-section <box>580 1292 1136 2252</box>
ad-auto-1: Hywa, Bolero pickup, Alto LXI, Tavera, TATA Ace sale. 9861747071. D-33870 <box>6 1097 193 1153</box>
news-3-headline: ଅସ୍ୱାଭାବିକ ମୃତ୍ୟୁ ଅଭିଯୋଗ ୯୩୫ରେ ପହଞ୍ଚିଲା <box>1179 694 1461 753</box>
birthday-wish-2 <box>764 475 942 667</box>
col-horoscope <box>1146 60 1494 866</box>
classified-col-3 <box>387 955 565 1994</box>
ad-c2-5: Infocity-2 ପାଖରେ plot ବିକ୍ରୀ। Janla- 9438859527, 8270804320. D-33897 <box>201 1259 379 1316</box>
obit-6-photo <box>996 1738 1096 1863</box>
health-care-image <box>584 60 756 240</box>
matrimonial-ads <box>6 378 566 857</box>
ad-m3-2: Highly qualified match invited for Gopal girl 32, Asst. Professor Delhi University, Ph.D at JNU (Cont.) 9 LPA, Caste-no-bar. Contact: 9937573647, 7064379513. D-31996 <box>387 487 565 591</box>
marriage-wish <box>764 60 942 256</box>
bride-wanted-heading: BRIDE WANTED <box>6 382 193 402</box>
classified-banner: ClassifieD <box>6 863 566 951</box>
obit-2-name: ସ୍ୱର୍ଗତା ସୁଲୋଚନା ପାତ୍ର <box>799 1515 917 1529</box>
obit-5-text: ଆବିର୍ଭାବ: ୨୫।୧୦।୧୯୯୮ ତିରୋଧାନ: ୦୩।୦୭।୨୦୦୯ ତୁ ଚାଲିଗଲୁ କିନ୍ତୁ ତୋ ସ୍ମୃତି ଆମ ସହ ରହିଛି। ବାପା, ମାଆ, ଭାଇ, ଭଉଣୀ। <box>768 1869 948 1911</box>
page-number: ୬ <box>6 4 22 32</box>
registration-marks-center <box>720 2315 785 2329</box>
ad-biz-2: ସ୍ୱଳ୍ପ ପୁଞ୍ଜିରେ ନିଜସ୍ୱ ବ୍ୟବସାୟ ଆରମ୍ଭ କରନ୍ତୁ। ଯୋଗାଯୋଗ 9778793437, 9861950050. D-33165 <box>584 665 756 728</box>
aquarius-icon: ♒ <box>1146 590 1174 618</box>
